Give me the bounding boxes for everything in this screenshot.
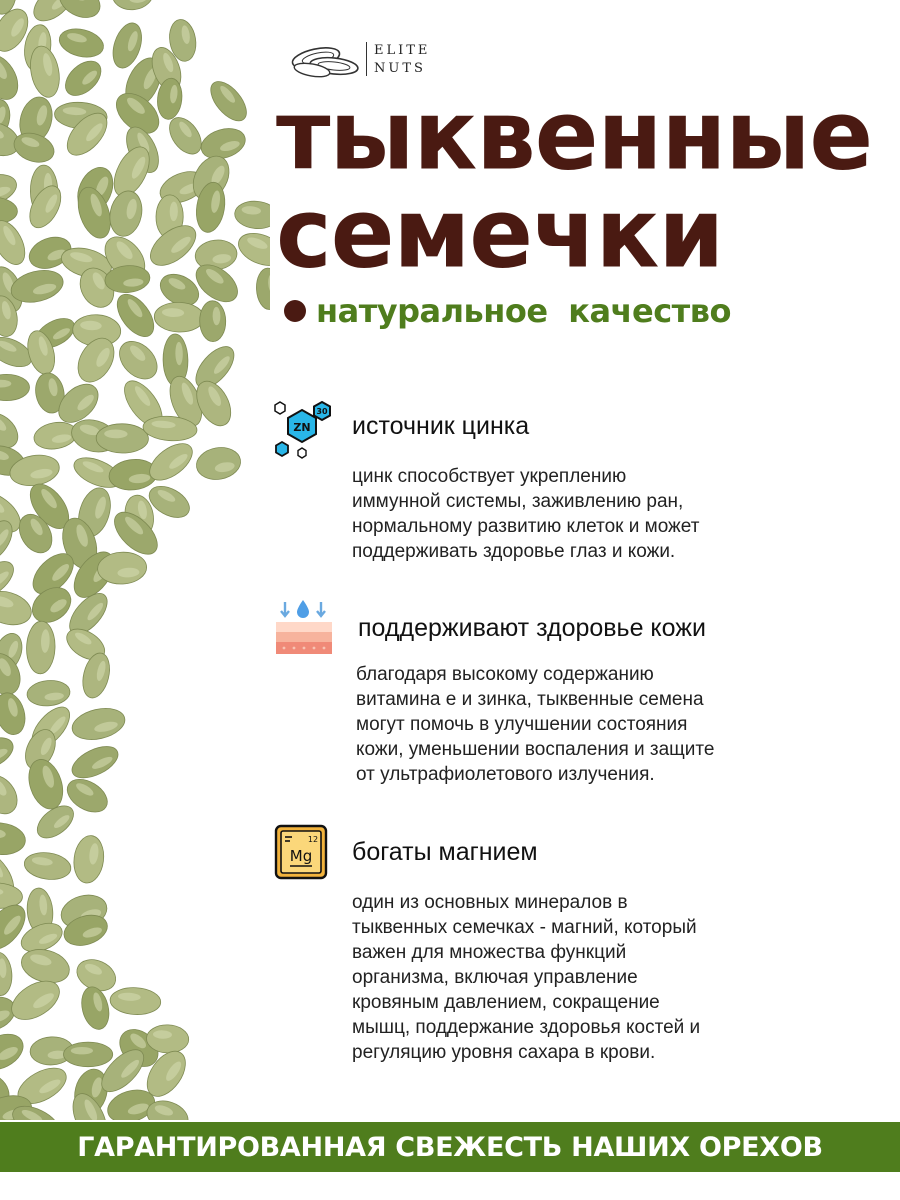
svg-text:12: 12	[307, 835, 319, 844]
feature-heading: богаты магнием	[352, 838, 538, 866]
svg-text:30: 30	[316, 407, 328, 416]
feature-description: благодаря высокому содержанию витамина е и зинка, тыквенные семена могут помочь в улучшении состояния кожи, уменьшении воспаления и защите от ультрафиолетового излучения.	[356, 664, 715, 785]
feature-description: цинк способствует укреплению иммунной системы, заживлению ран, нормальному развитию клеток и может поддерживать здоровье глаз и кожи.	[352, 466, 700, 562]
nuts-logo-icon	[288, 40, 364, 80]
zinc-icon	[272, 398, 336, 462]
svg-text:ZN: ZN	[293, 421, 311, 434]
banner-text: ГАРАНТИРОВАННАЯ СВЕЖЕСТЬ НАШИХ ОРЕХОВ	[77, 1131, 823, 1163]
feature-description: один из основных минералов в тыквенных семечках - магний, который важен для множества функций организма, включая управление кровяным давлением, сокращение мышц, поддержание здоровья костей и регуляцию уровня сахара в крови.	[352, 892, 701, 1063]
bullet-dot	[284, 300, 306, 322]
logo-divider	[366, 42, 367, 76]
pumpkin-seeds-image	[0, 0, 270, 1120]
title-line-1: тыквенные	[276, 80, 873, 193]
svg-text:Mg: Mg	[289, 847, 313, 865]
tagline-text: натуральное качество	[316, 292, 731, 330]
brand-line-1: ELITE	[374, 43, 431, 58]
title-line-2: семечки	[276, 178, 724, 291]
feature-heading: источник цинка	[352, 412, 530, 440]
magnesium-icon	[272, 822, 336, 886]
brand-name	[374, 42, 430, 78]
tagline	[284, 292, 731, 330]
bottom-banner	[0, 1122, 900, 1172]
product-title	[276, 80, 896, 291]
brand-line-2: NUTS	[374, 61, 426, 76]
feature-heading: поддерживают здоровье кожи	[358, 614, 706, 642]
skin-icon	[272, 596, 336, 660]
